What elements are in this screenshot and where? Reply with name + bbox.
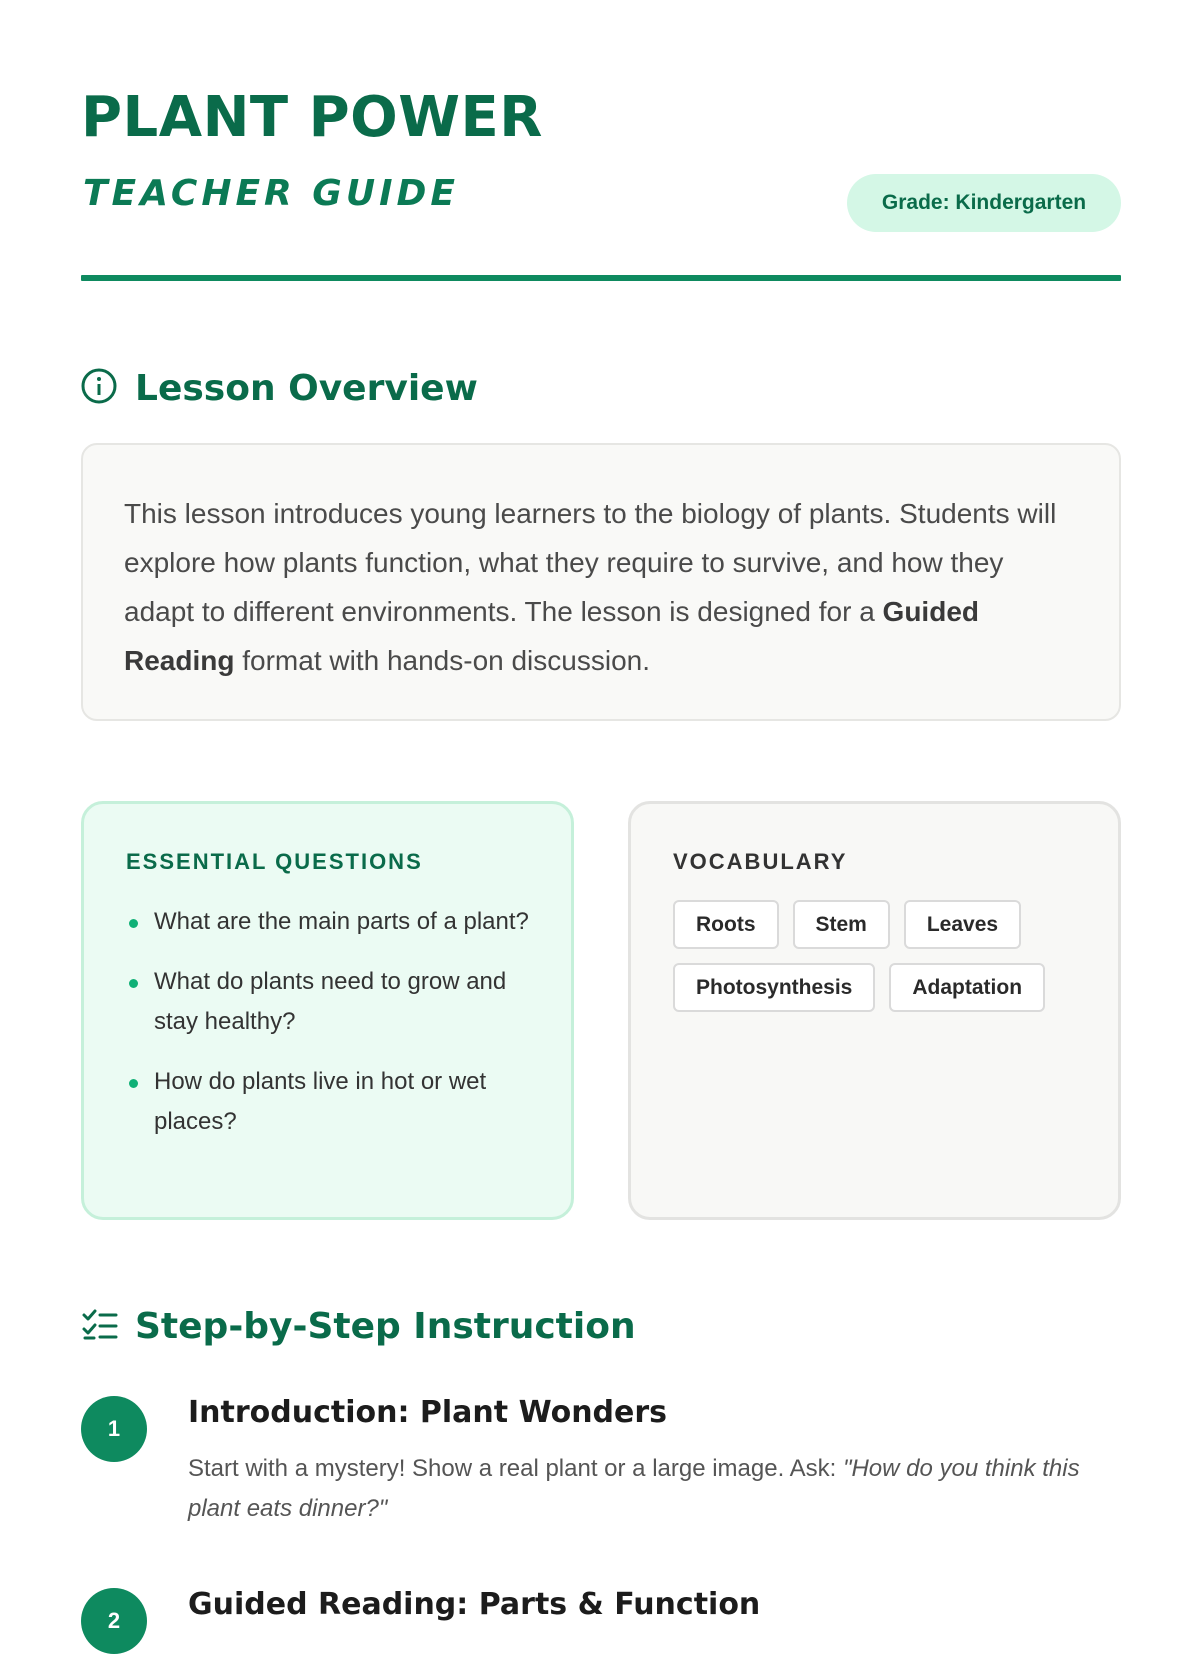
list-item: What are the main parts of a plant? [126,902,529,942]
instruction-heading-text: Step-by-Step Instruction [135,1305,636,1347]
vocabulary-tag: Roots [673,900,779,949]
overview-text-start: This lesson introduces young learners to the biology of plants. Students will explore how plants function, what they require to survive, and how they adapt to different environments. The lesson is designed for a [124,498,1057,627]
vocabulary-tag-list [673,900,1093,1026]
step-description-text: Start with a mystery! Show a real plant or a large image. Ask: [188,1455,843,1482]
essential-questions-list [126,902,529,1142]
step-description-quote: "How do you think this plant eats dinner?" [188,1455,1080,1522]
checklist-icon [81,1306,121,1346]
step-title: Guided Reading: Parts & Function [188,1587,761,1622]
vocabulary-tag: Leaves [904,900,1021,949]
overview-text-end: format with hands-on discussion. [234,645,650,676]
vocabulary-tag: Adaptation [889,963,1045,1012]
lesson-overview-heading-text: Lesson Overview [135,367,478,409]
list-item: How do plants live in hot or wet places? [126,1062,529,1142]
lesson-overview-text [124,489,1077,685]
info-icon [81,368,121,408]
step-number-badge: 2 [81,1588,147,1654]
essential-questions-label: ESSENTIAL QUESTIONS [126,849,423,874]
lesson-overview-box [81,443,1121,721]
list-item: What do plants need to grow and stay healthy? [126,962,529,1042]
document-title: PLANT POWER [81,85,543,150]
document-subtitle: TEACHER GUIDE [83,173,459,214]
title-divider [81,275,1121,281]
step-title: Introduction: Plant Wonders [188,1395,668,1430]
step-description [188,1449,1098,1529]
vocabulary-tag: Photosynthesis [673,963,875,1012]
vocabulary-label: VOCABULARY [673,849,848,874]
step-number-badge: 1 [81,1396,147,1462]
instruction-heading [81,1302,636,1350]
lesson-overview-heading [81,364,478,412]
vocabulary-tag: Stem [793,900,890,949]
essential-questions-card [81,801,574,1220]
vocabulary-card [628,801,1121,1220]
overview-text-emphasis: Guided Reading [124,596,979,676]
teacher-guide-page [81,0,1121,1633]
grade-badge: Grade: Kindergarten [847,174,1121,232]
